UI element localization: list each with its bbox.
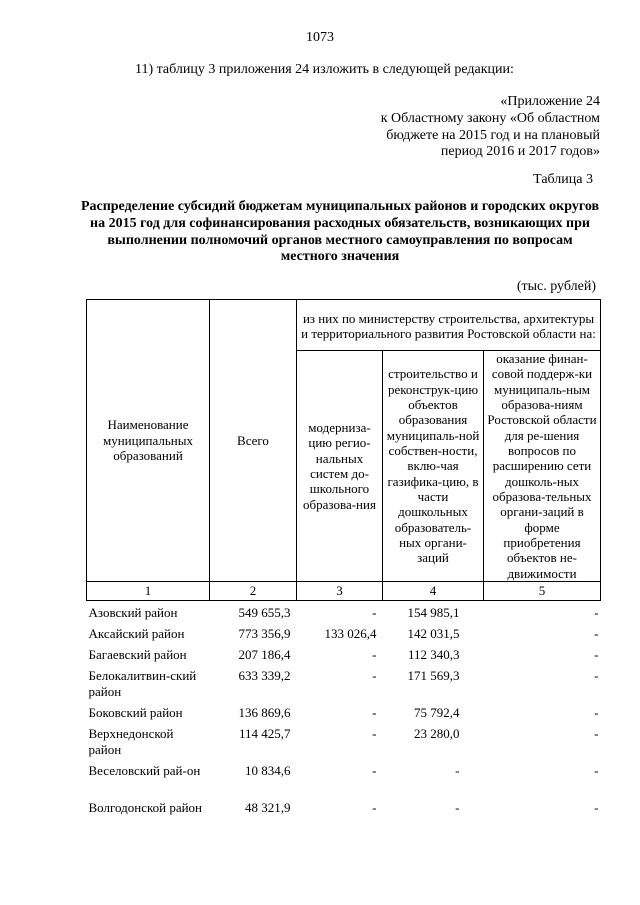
header-group: из них по министерству строительства, архитектуры и территориального развития Ростовской области на: <box>297 300 601 351</box>
appendix-line: к Областному закону «Об областном <box>380 110 600 126</box>
table-row <box>87 726 601 763</box>
row-col3: - <box>372 725 377 741</box>
intro-text: 11) таблицу 3 приложения 24 изложить в следующей редакции: <box>135 62 514 77</box>
header-total: Всего <box>210 300 297 582</box>
row-name: Волгодонской район <box>88 799 203 815</box>
appendix-line: период 2016 и 2017 годов» <box>440 144 600 160</box>
row-col5: - <box>594 799 599 815</box>
row-name: Аксайский район <box>88 625 185 641</box>
table-row <box>87 600 601 626</box>
row-total: 136 869,6 <box>238 704 291 720</box>
column-number: 1 <box>87 581 210 600</box>
row-name: Багаевский район <box>88 646 187 662</box>
row-col4: - <box>455 799 460 815</box>
page-number: 1073 <box>306 30 334 45</box>
row-total: 773 356,9 <box>238 625 291 641</box>
row-name: Азовский район <box>88 604 178 620</box>
column-number: 4 <box>383 581 484 600</box>
column-number: 2 <box>210 581 297 600</box>
row-col3: - <box>372 762 377 778</box>
row-col5: - <box>594 625 599 641</box>
row-col4: 154 985,1 <box>407 604 460 620</box>
table-row <box>87 705 601 726</box>
appendix-line: «Приложение 24 <box>500 94 600 109</box>
row-col3: - <box>372 667 377 683</box>
table-label: Таблица 3 <box>533 172 593 187</box>
row-col5: - <box>594 704 599 720</box>
row-name: Верхнедонской район <box>88 725 174 758</box>
row-col4: 75 792,4 <box>414 704 460 720</box>
row-total: 114 425,7 <box>238 725 291 741</box>
row-col4: 23 280,0 <box>414 725 460 741</box>
header-col3: модерниза-цию регио-нальных систем до-школьного образова-ния <box>297 351 383 582</box>
row-total: 207 186,4 <box>238 646 291 662</box>
row-total: 549 655,3 <box>238 604 291 620</box>
row-col3: - <box>372 704 377 720</box>
row-col5: - <box>594 604 599 620</box>
row-col3: 133 026,4 <box>324 625 377 641</box>
row-col3: - <box>372 799 377 815</box>
table-row <box>87 668 601 705</box>
row-col5: - <box>594 762 599 778</box>
header-name: Наименование муниципальных образований <box>87 300 210 582</box>
units-label: (тыс. рублей) <box>516 279 596 294</box>
row-name: Веселовский рай-он <box>88 762 201 778</box>
header-col4: строительство и реконструк-цию объектов образования муниципаль-ной собствен-ности, вклю-чая газифика-цию, в части дошкольных образователь-ных органи-заций <box>383 351 484 582</box>
subsidy-table <box>86 299 601 837</box>
row-total: 633 339,2 <box>238 667 291 683</box>
table-row <box>87 800 601 837</box>
row-col4: 171 569,3 <box>407 667 460 683</box>
header-col5: оказание финан-совой поддерж-ки муниципаль-ным образова-ниям Ростовской области для ре-шения вопросов по расширению сети дошколь-ных образова-тельных органи-заций в форме приобретения объектов не-движимости <box>484 351 601 582</box>
row-col5: - <box>594 725 599 741</box>
row-col5: - <box>594 667 599 683</box>
document-title: Распределение субсидий бюджетам муниципальных районов и городских округов на 2015 год для софинансирования расходных обязательств, возникающих при выполнении полномочий органов местного самоуправления по вопросам местного значения <box>80 199 600 265</box>
row-total: 48 321,9 <box>245 799 291 815</box>
row-col3: - <box>372 646 377 662</box>
row-name: Белокалитвин-ский район <box>88 667 197 700</box>
column-number: 5 <box>484 581 601 600</box>
row-total: 10 834,6 <box>245 762 291 778</box>
appendix-reference <box>330 94 600 161</box>
column-number: 3 <box>297 581 383 600</box>
appendix-line: бюджете на 2015 год и на плановый <box>386 127 600 143</box>
row-col5: - <box>594 646 599 662</box>
table-row <box>87 647 601 668</box>
row-col4: - <box>455 762 460 778</box>
row-col4: 142 031,5 <box>407 625 460 641</box>
row-col4: 112 340,3 <box>407 646 460 662</box>
row-col3: - <box>372 604 377 620</box>
table-row <box>87 626 601 647</box>
row-name: Боковский район <box>88 704 183 720</box>
table-row <box>87 763 601 800</box>
